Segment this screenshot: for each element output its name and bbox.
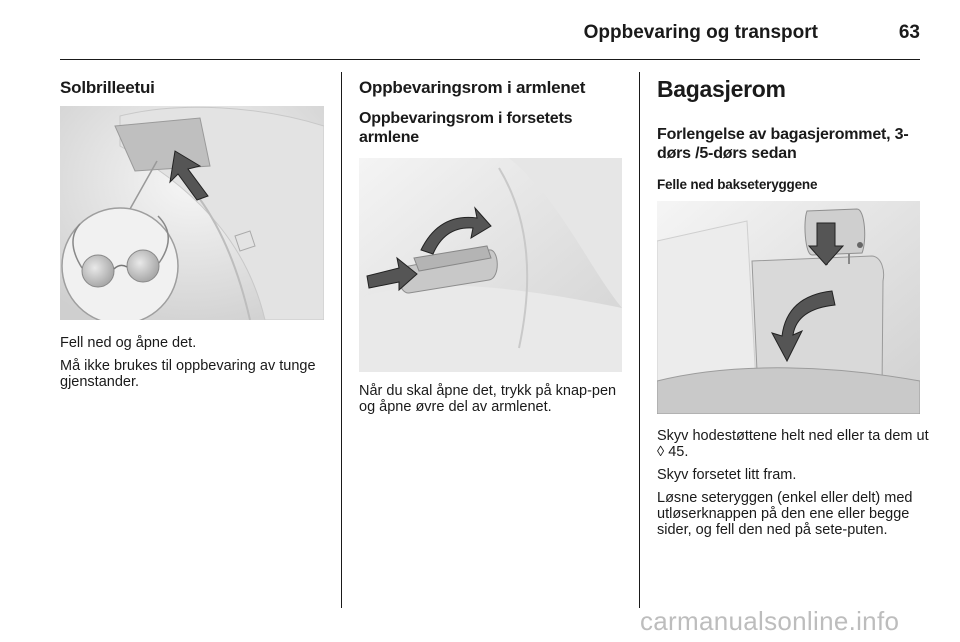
col3-paragraph-2: Skyv forsetet litt fram. — [657, 467, 797, 483]
sunglasses-case-illustration — [60, 106, 324, 320]
watermark: carmanualsonline.info — [640, 606, 900, 636]
subsection-heading-front-armrest: Oppbevaringsrom i forsetets armlene — [359, 110, 573, 146]
section-heading-solbrilleetui: Solbrilleetui — [60, 78, 155, 97]
col1-paragraph-1: Fell ned og åpne det. — [60, 335, 197, 351]
page-number: 63 — [898, 22, 920, 43]
col2-body — [359, 383, 625, 422]
armrest-storage-illustration — [359, 158, 622, 372]
col3-body — [657, 428, 929, 545]
col3-paragraph-1: Skyv hodestøttene helt ned eller ta dem ut ◊ 45. — [657, 428, 929, 460]
column-divider-2 — [639, 72, 640, 608]
col1-paragraph-2: Må ikke brukes til oppbevaring av tunge gjenstander. — [60, 358, 316, 390]
minor-heading-fold-seats: Felle ned bakseteryggene — [657, 177, 818, 192]
col3-paragraph-3: Løsne seteryggen (enkel eller delt) med utløserknappen på den ene eller begge sider, og fell den ned på sete-puten. — [657, 490, 913, 538]
col2-paragraph-1: Når du skal åpne det, trykk på knap-pen og åpne øvre del av armlenet. — [359, 383, 617, 415]
header-rule — [60, 59, 920, 60]
section-heading-bagasjerom: Bagasjerom — [657, 76, 786, 102]
column-divider-1 — [341, 72, 342, 608]
section-heading-armrest: Oppbevaringsrom i armlenet — [359, 78, 586, 97]
subsection-heading-extension: Forlengelse av bagasjerommet, 3-dørs /5-dørs sedan — [657, 126, 909, 162]
rear-seat-fold-illustration — [657, 201, 920, 414]
running-header-title: Oppbevaring og transport — [583, 22, 818, 43]
col1-body — [60, 335, 328, 397]
